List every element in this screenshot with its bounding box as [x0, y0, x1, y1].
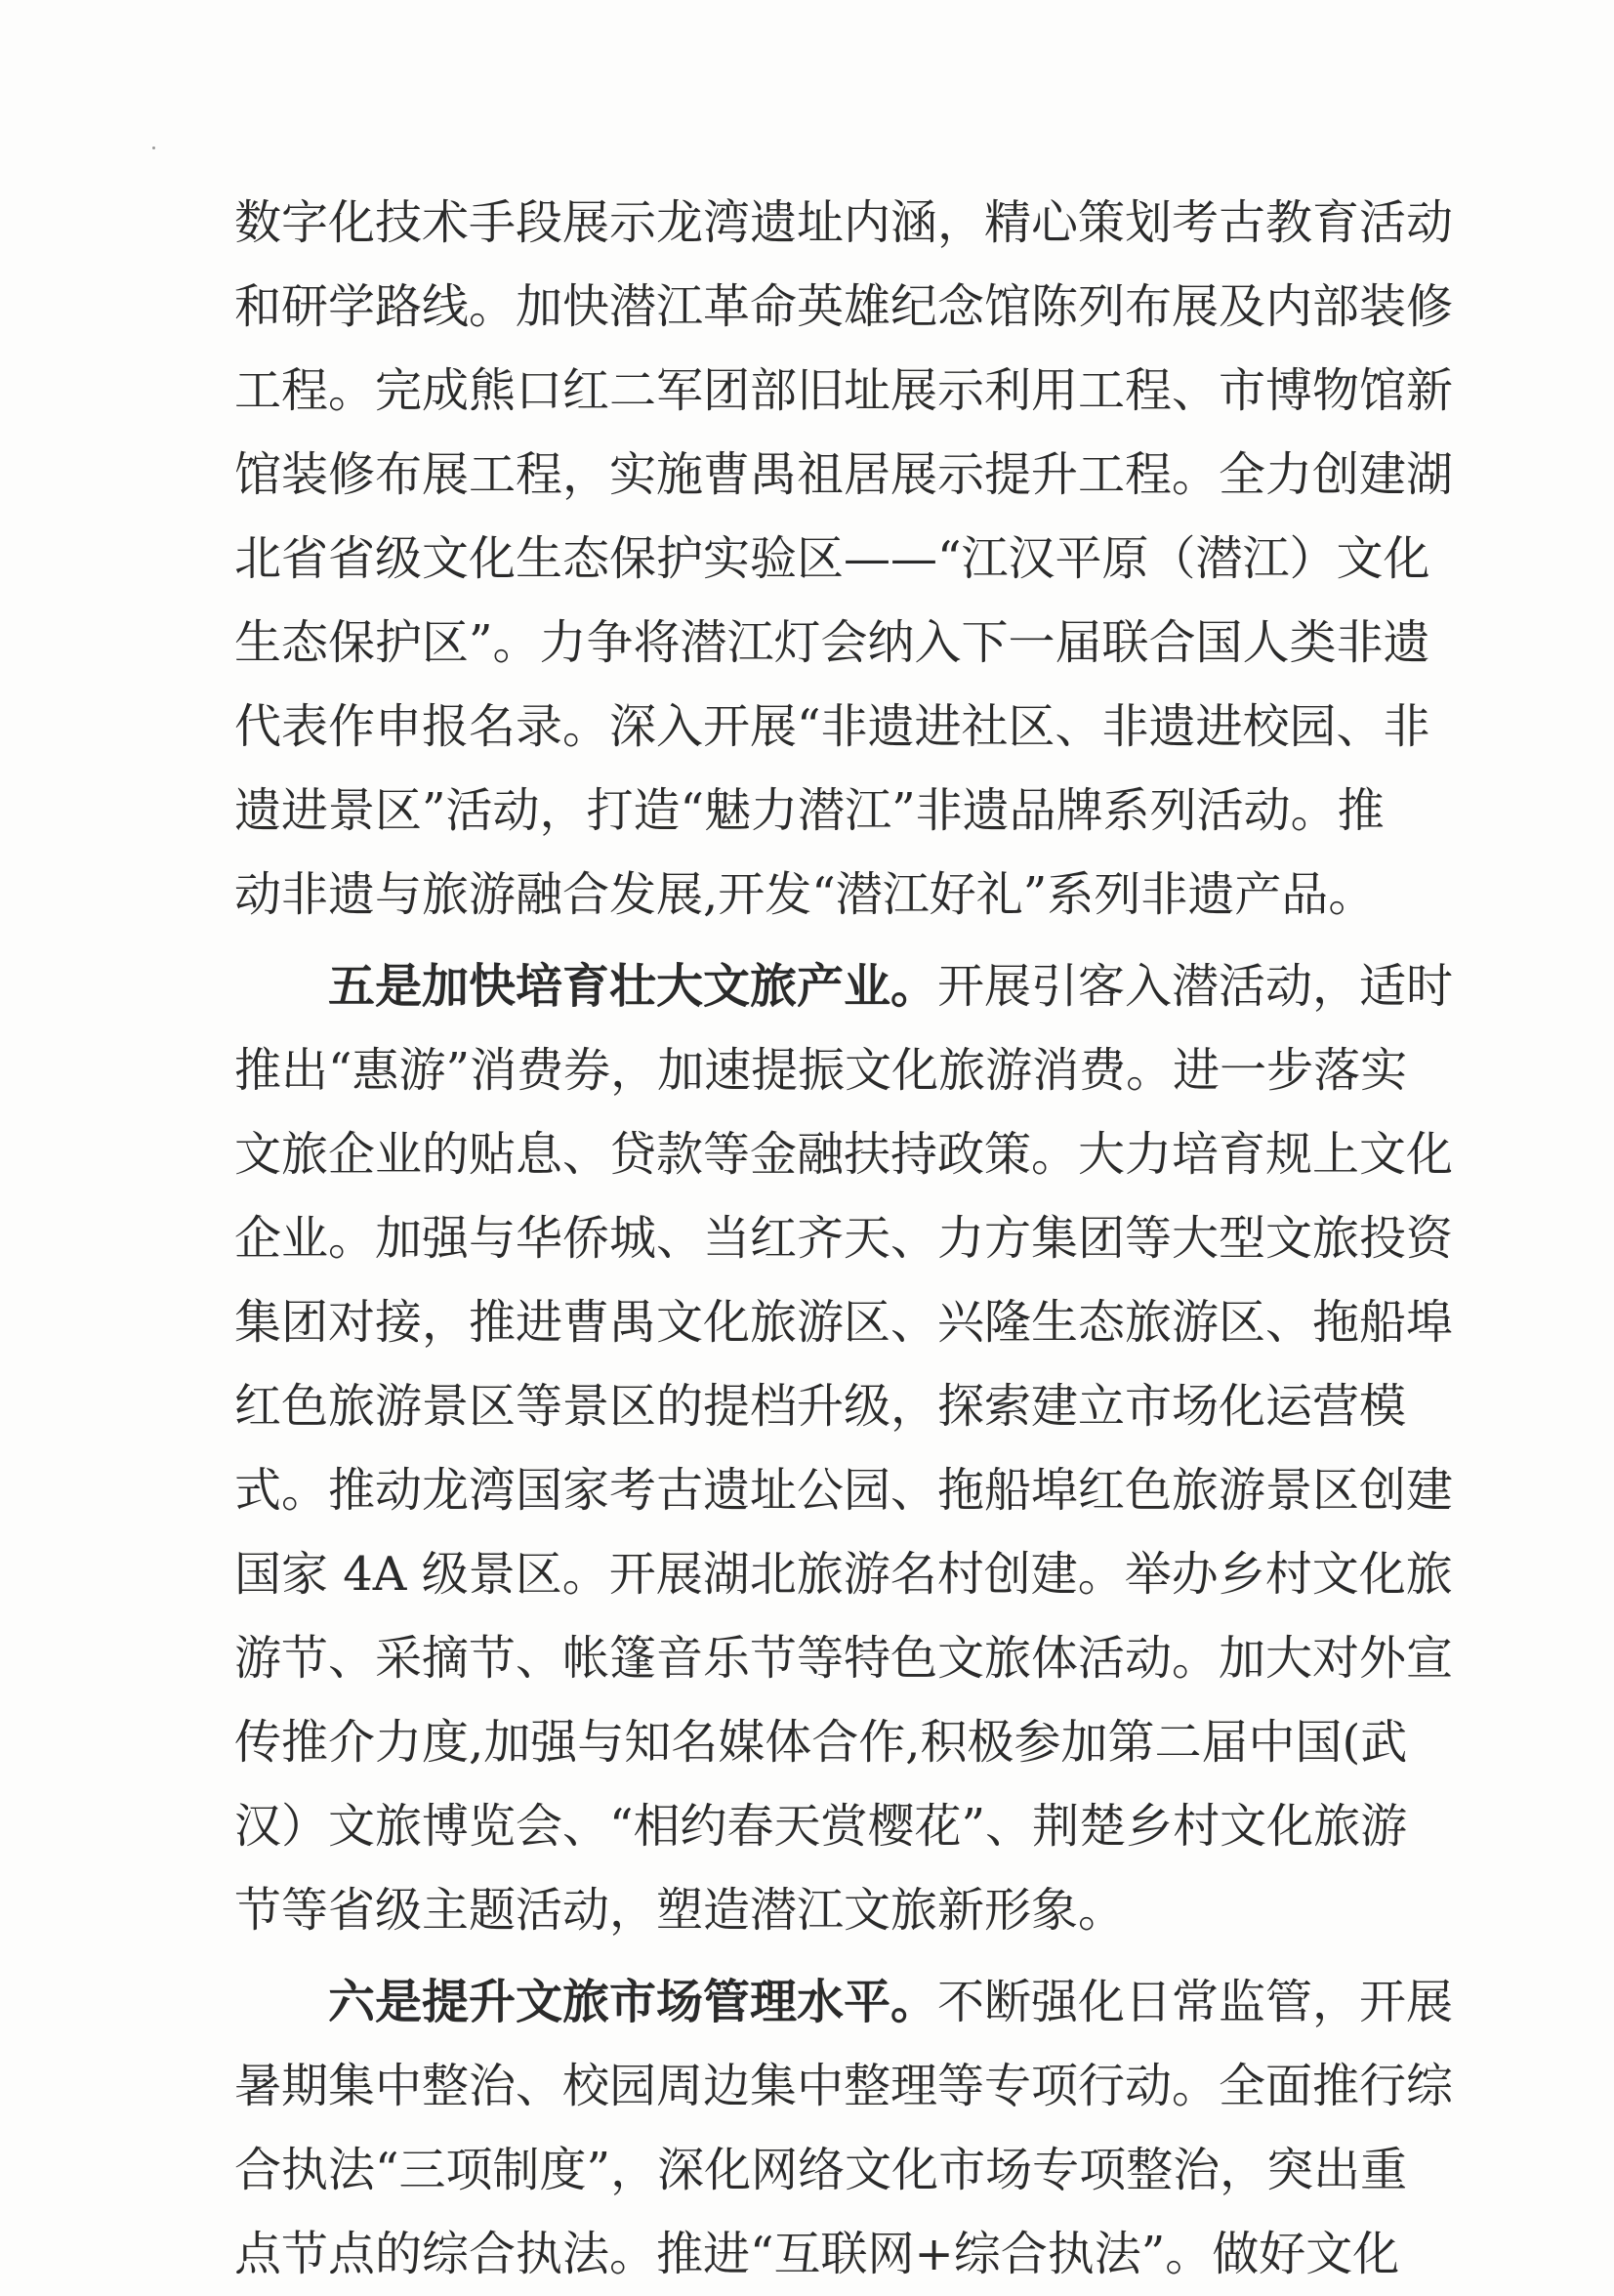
text-line: 北省省级文化生态保护实验区——“江汉平原（潜江）文化 — [234, 531, 1430, 586]
text-line: 代表作申报名录。深入开展“非遗进社区、非遗进校园、非 — [234, 699, 1430, 754]
text-line: 节等省级主题活动，塑造潜江文旅新形象。 — [234, 1883, 1126, 1938]
paragraph-six — [234, 1960, 1454, 2296]
body-text — [234, 181, 1454, 2296]
scan-speck — [152, 146, 155, 149]
text-line: 文旅企业的贴息、贷款等金融扶持政策。大力培育规上文化 — [234, 1127, 1454, 1182]
text-line: 企业。加强与华侨城、当红齐天、力方集团等大型文旅投资 — [234, 1211, 1454, 1266]
paragraph-five — [234, 944, 1454, 1952]
text-line: 传推介力度,加强与知名媒体合作,积极参加第二届中国(武 — [234, 1715, 1408, 1770]
text-line: 国家 4A 级景区。开展湖北旅游名村创建。举办乡村文化旅 — [234, 1547, 1453, 1602]
paragraph-first-line — [234, 1960, 1454, 2044]
text-line: 动非遗与旅游融合发展,开发“潜江好礼”系列非遗产品。 — [234, 867, 1376, 922]
paragraph-first-line — [234, 944, 1454, 1028]
text-line: 遗进景区”活动，打造“魅力潜江”非遗品牌系列活动。推 — [234, 783, 1385, 838]
paragraph-heading: 五是加快培育壮大文旅产业。 — [328, 959, 938, 1014]
text-run: 不断强化日常监管，开展 — [937, 1975, 1454, 2029]
paragraph-heading: 六是提升文旅市场管理水平。 — [328, 1975, 938, 2029]
text-line: 和研学路线。加快潜江革命英雄纪念馆陈列布展及内部装修 — [234, 279, 1454, 334]
text-run: 开展引客入潜活动，适时 — [937, 959, 1454, 1014]
text-line: 汉）文旅博览会、“相约春天赏樱花”、荆楚乡村文化旅游 — [234, 1799, 1408, 1854]
text-line: 馆装修布展工程，实施曹禺祖居展示提升工程。全力创建湖 — [234, 447, 1454, 502]
text-line: 合执法“三项制度”，深化网络文化市场专项整治，突出重 — [234, 2143, 1408, 2197]
text-line: 式。推动龙湾国家考古遗址公园、拖船埠红色旅游景区创建 — [234, 1463, 1454, 1518]
text-line: 集团对接，推进曹禺文化旅游区、兴隆生态旅游区、拖船埠 — [234, 1295, 1454, 1350]
text-line: 暑期集中整治、校园周边集中整理等专项行动。全面推行综 — [234, 2059, 1454, 2113]
text-line: 生态保护区”。力争将潜江灯会纳入下一届联合国人类非遗 — [234, 615, 1430, 670]
text-line: 红色旅游景区等景区的提档升级，探索建立市场化运营模 — [234, 1379, 1407, 1434]
text-line: 推出“惠游”消费券，加速提振文化旅游消费。进一步落实 — [234, 1043, 1408, 1098]
text-line: 点节点的综合执法。推进“互联网+综合执法”。做好文化 — [234, 2227, 1400, 2281]
text-line: 数字化技术手段展示龙湾遗址内涵，精心策划考古教育活动 — [234, 195, 1454, 250]
text-line: 工程。完成熊口红二军团部旧址展示利用工程、市博物馆新 — [234, 363, 1454, 418]
paragraph-continuation — [234, 181, 1454, 937]
text-line: 游节、采摘节、帐篷音乐节等特色文旅体活动。加大对外宣 — [234, 1631, 1454, 1686]
